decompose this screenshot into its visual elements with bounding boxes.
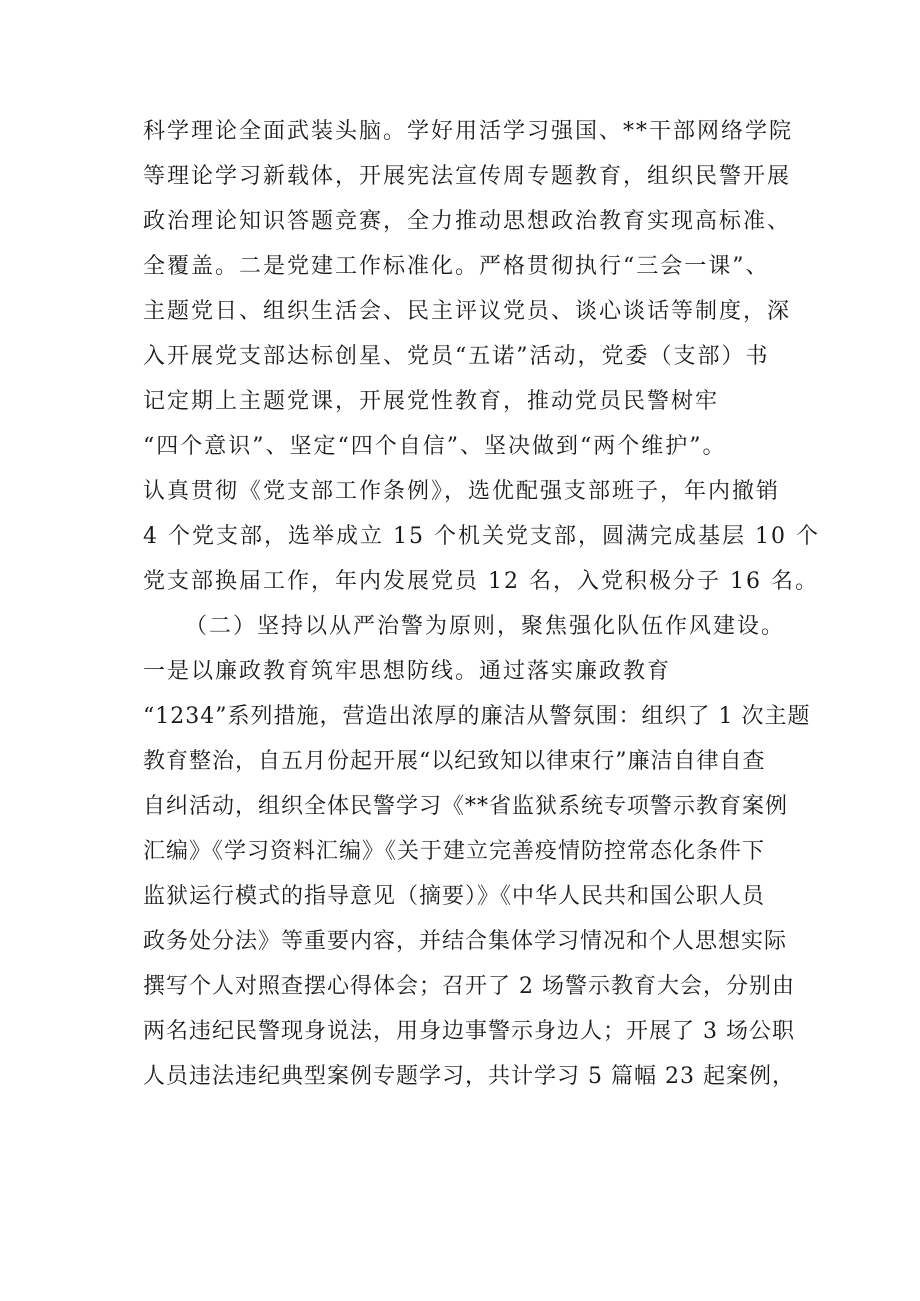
text-line: 政治理论知识答题竞赛，全力推动思想政治教育实现高标准、 bbox=[143, 209, 792, 234]
text-line: 监狱运行模式的指导意见（摘要）》《中华人民共和国公职人员 bbox=[143, 884, 766, 909]
text-line: 党支部换届工作，年内发展党员 12 名，入党积极分子 16 名。 bbox=[143, 569, 819, 594]
text-line: “1234”系列措施，营造出浓厚的廉洁从警氛围：组织了 1 次主题 bbox=[143, 704, 811, 729]
text-line: 自纠活动，组织全体民警学习《**省监狱系统专项警示教育案例 bbox=[143, 794, 789, 819]
text-line: 人员违法违纪典型案例专题学习，共计学习 5 篇幅 23 起案例， bbox=[143, 1064, 795, 1089]
text-line: 记定期上主题党课，开展党性教育，推动党员民警树牢 bbox=[143, 389, 720, 414]
text-line: 两名违纪民警现身说法，用身边事警示身边人；开展了 3 场公职 bbox=[143, 1019, 795, 1044]
text-line: 等理论学习新载体，开展宪法宣传周专题教育，组织民警开展 bbox=[143, 164, 792, 189]
text-line: 一是以廉政教育筑牢思想防线。通过落实廉政教育 bbox=[143, 659, 672, 684]
text-line: 政务处分法》等重要内容，并结合集体学习情况和个人思想实际 bbox=[143, 929, 788, 954]
text-line: 汇编》《学习资料汇编》《关于建立完善疫情防控常态化条件下 bbox=[143, 839, 766, 864]
text-line: 入开展党支部达标创星、党员“五诺”活动，党委（支部）书 bbox=[143, 344, 770, 369]
section-heading: （二）坚持以从严治警为原则，聚焦强化队伍作风建设。 bbox=[185, 614, 786, 639]
text-line: 全覆盖。二是党建工作标准化。严格贯彻执行“三会一课”、 bbox=[143, 254, 770, 279]
text-line: 4 个党支部，选举成立 15 个机关党支部，圆满完成基层 10 个 bbox=[143, 524, 820, 549]
text-line: 认真贯彻《党支部工作条例》，选优配强支部班子，年内撤销 bbox=[143, 479, 781, 504]
text-line: 撰写个人对照查摆心得体会；召开了 2 场警示教育大会，分别由 bbox=[143, 974, 795, 999]
text-line: “四个意识”、坚定“四个自信”、坚决做到“两个维护”。 bbox=[143, 434, 727, 459]
text-line: 教育整治，自五月份起开展“以纪致知以律束行”廉洁自律自查 bbox=[143, 749, 766, 774]
text-line: 科学理论全面武装头脑。学好用活学习强国、**干部网络学院 bbox=[143, 119, 794, 144]
text-line: 主题党日、组织生活会、民主评议党员、谈心谈话等制度，深 bbox=[143, 299, 792, 324]
